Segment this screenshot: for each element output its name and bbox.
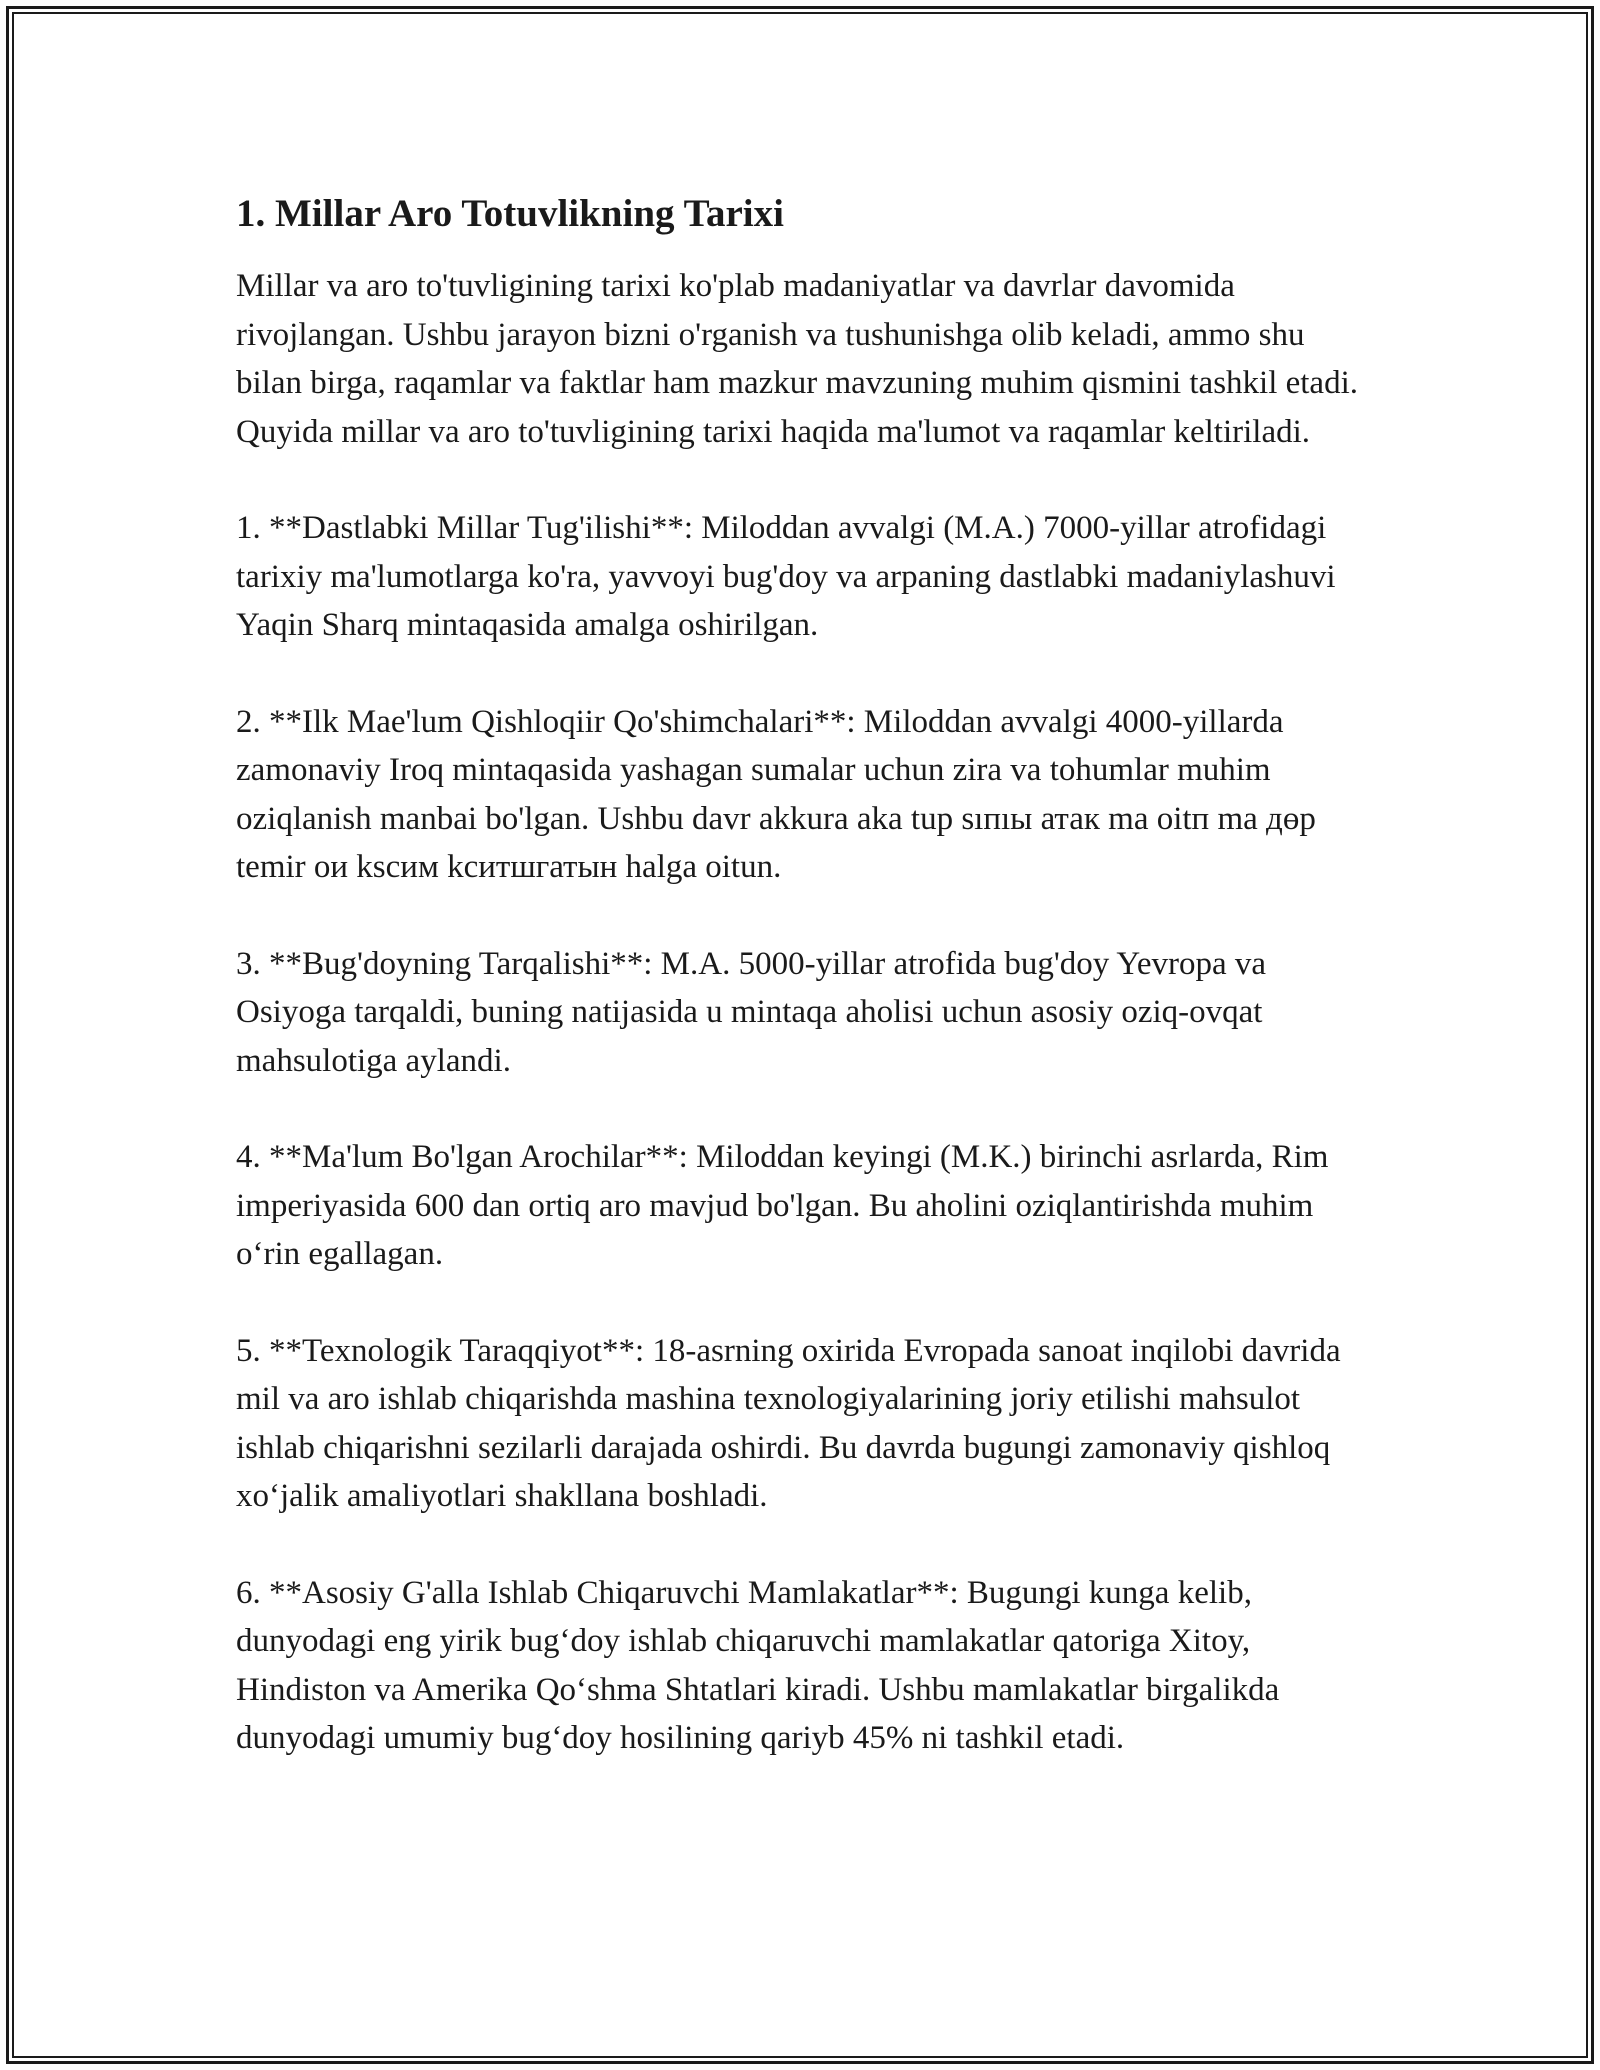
list-item: 2. **Ilk Mae'lum Qishloqiir Qo'shimchalari**: Miloddan avvalgi 4000-yillarda zamonaviy Iroq mintaqasida yashagan sumalar uchun zira va tohumlar muhim oziqlanish manbai bo'lgan. Ushbu davr akkura aka tup sıпıы атак ma oitп ma дөр temir ои kscим kситшгатын halga oitun. <box>236 703 1316 885</box>
document-body <box>236 188 1376 1811</box>
list-item: 5. **Texnologik Taraqqiyot**: 18-asrning oxirida Evropada sanoat inqilobi davrida mil va aro ishlab chiqarishda mashina texnologiyalarining joriy etilishi mahsulot ishlab chiqarishni sezilarli darajada oshirdi. Bu davrda bugungi zamonaviy qishloq xo‘jalik amaliyotlari shakllana boshladi. <box>236 1332 1341 1514</box>
intro-paragraph: Millar va aro to'tuvligining tarixi ko'plab madaniyatlar va davrlar davomida rivojlangan. Ushbu jarayon bizni o'rganish va tushunishga olib keladi, ammo shu bilan birga, raqamlar va faktlar ham mazkur mavzuning muhim qismini tashkil etadi. Quyida millar va aro to'tuvligining tarixi haqida ma'lumot va raqamlar keltiriladi. <box>236 268 1358 450</box>
list-item: 4. **Ma'lum Bo'lgan Arochilar**: Miloddan keyingi (M.K.) birinchi asrlarda, Rim imperiyasida 600 dan ortiq aro mavjud bo'lgan. Bu aholini oziqlantirishda muhim o‘rin egallagan. <box>236 1139 1329 1272</box>
list-item: 1. **Dastlabki Millar Tug'ilishi**: Miloddan avvalgi (M.A.) 7000-yillar atrofidagi tarixiy ma'lumotlarga ko'ra, yavvoyi bug'doy va arpaning dastlabki madaniylashuvi Yaqin Sharq mintaqasida amalga oshirilgan. <box>236 510 1336 643</box>
list-item: 3. **Bug'doyning Tarqalishi**: M.A. 5000-yillar atrofida bug'doy Yevropa va Osiyoga tarqaldi, buning natijasida u mintaqa aholisi uchun asosiy oziq-ovqat mahsulotiga aylandi. <box>236 945 1267 1079</box>
list-item: 6. **Asosiy G'alla Ishlab Chiqaruvchi Mamlakatlar**: Bugungi kunga kelib, dunyodagi eng yirik bug‘doy ishlab chiqaruvchi mamlakatlar qatoriga Xitoy, Hindiston va Amerika Qo‘shma Shtatlari kiradi. Ushbu mamlakatlar birgalikda dunyodagi umumiy bug‘doy hosilining qariyb 45% ni tashkil etadi. <box>236 1574 1280 1756</box>
document-heading: 1. Millar Aro Totuvlikning Tarixi <box>236 192 784 235</box>
